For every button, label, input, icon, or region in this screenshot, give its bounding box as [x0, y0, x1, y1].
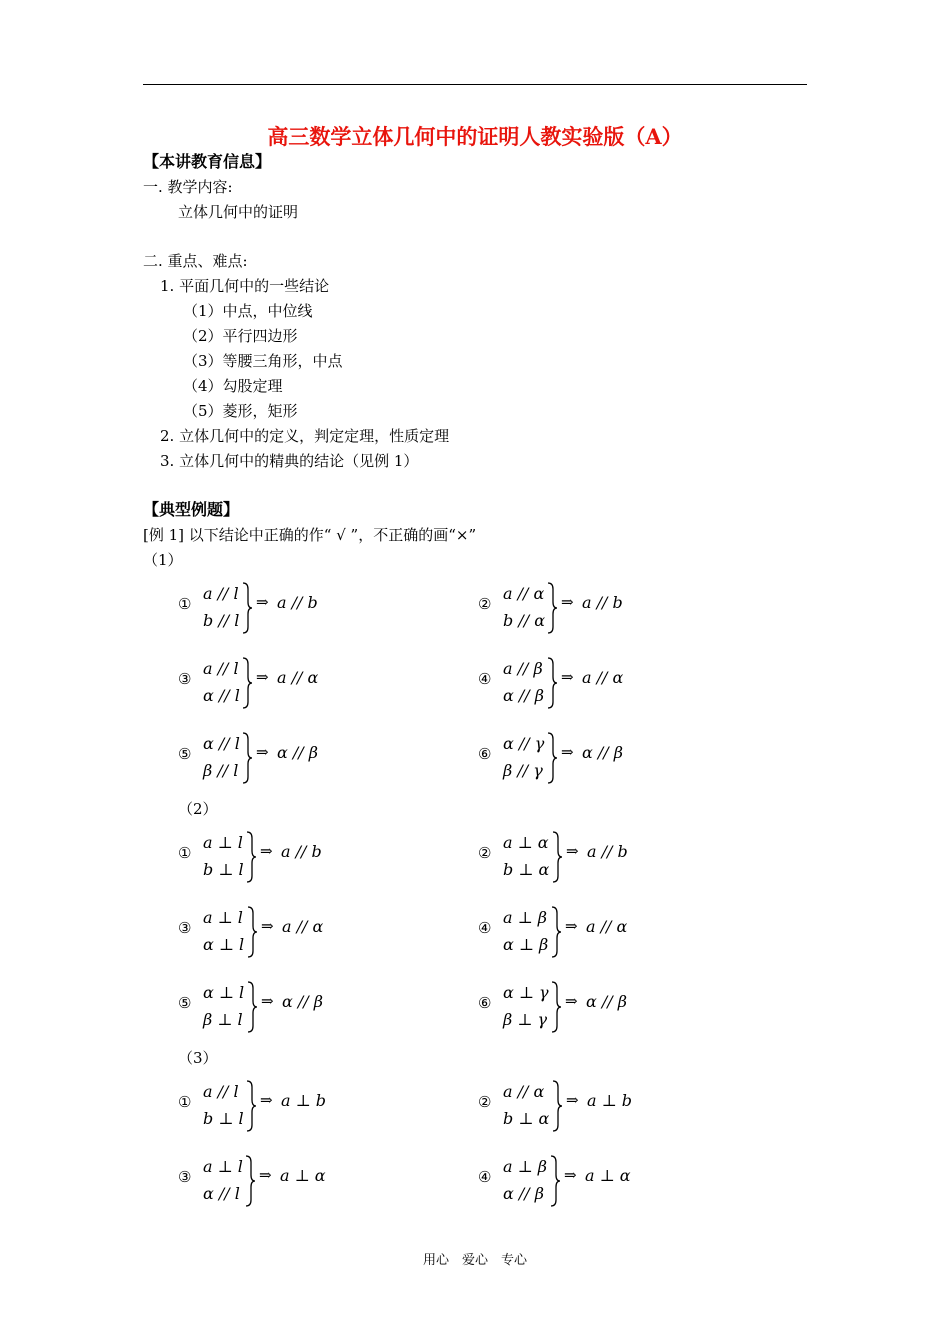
- premise: β // γ: [503, 761, 543, 780]
- right-brace-icon: [550, 905, 562, 963]
- premise: a ⊥ l: [203, 833, 243, 852]
- premise: α // β: [503, 1184, 545, 1203]
- right-brace-icon: [245, 1079, 257, 1137]
- point-item: （1）中点，中位线: [183, 302, 313, 320]
- statement-premises: [203, 655, 263, 709]
- premise: b ⊥ l: [203, 860, 244, 879]
- statement-conclusion: a // b: [277, 593, 318, 612]
- implies-arrow: ⇒: [561, 743, 574, 761]
- statement-item: [478, 829, 658, 883]
- right-brace-icon: [551, 1079, 563, 1137]
- content-label: 一. 教学内容:: [143, 178, 233, 196]
- statement-item: [178, 730, 358, 784]
- right-brace-icon: [550, 980, 562, 1038]
- statement-conclusion: a // α: [582, 668, 624, 687]
- premise: a // β: [503, 659, 543, 678]
- premise: a // l: [203, 659, 239, 678]
- implies-arrow: ⇒: [565, 917, 578, 935]
- group-label: （2）: [178, 800, 218, 818]
- statement-conclusion: α // β: [282, 992, 324, 1011]
- premise: β ⊥ γ: [503, 1010, 548, 1029]
- statement-number: ⑤: [178, 994, 192, 1012]
- statement-item: [178, 1153, 358, 1207]
- point-item: （2）平行四边形: [183, 327, 298, 345]
- statement-number: ④: [478, 1168, 492, 1186]
- group-label: （1）: [143, 551, 183, 569]
- statement-number: ③: [178, 670, 192, 688]
- point-item: 3. 立体几何中的精典的结论（见例 1）: [160, 452, 419, 470]
- implies-arrow: ⇒: [260, 1091, 273, 1109]
- header-rule: [143, 84, 807, 85]
- statement-conclusion: a // α: [277, 668, 319, 687]
- statement-item: [178, 829, 358, 883]
- statement-conclusion: a // α: [282, 917, 324, 936]
- statement-item: [478, 730, 658, 784]
- statement-item: [178, 904, 358, 958]
- statement-conclusion: a ⊥ α: [280, 1166, 326, 1185]
- statement-conclusion: a ⊥ α: [585, 1166, 631, 1185]
- statement-number: ④: [478, 919, 492, 937]
- statement-number: ①: [178, 595, 192, 613]
- statement-conclusion: α // β: [277, 743, 319, 762]
- premise: b // l: [203, 611, 240, 630]
- premise: b ⊥ α: [503, 1109, 550, 1128]
- premise: α // l: [203, 686, 240, 705]
- implies-arrow: ⇒: [561, 593, 574, 611]
- implies-arrow: ⇒: [256, 593, 269, 611]
- implies-arrow: ⇒: [566, 842, 579, 860]
- section-heading-examples: 【典型例题】: [143, 500, 240, 519]
- statement-item: [478, 655, 658, 709]
- right-brace-icon: [549, 1154, 561, 1212]
- section-heading-info: 【本讲教育信息】: [143, 152, 272, 171]
- right-brace-icon: [244, 1154, 256, 1212]
- premise: α // β: [503, 686, 545, 705]
- statement-number: ②: [478, 595, 492, 613]
- statement-premises: [203, 580, 263, 634]
- group-label: （3）: [178, 1049, 218, 1067]
- statement-number: ①: [178, 844, 192, 862]
- premise: a ⊥ α: [503, 833, 549, 852]
- statement-number: ②: [478, 1093, 492, 1111]
- example-intro: [例 1] 以下结论中正确的作“ √ ”，不正确的画“×”: [143, 526, 477, 544]
- statement-item: [178, 655, 358, 709]
- implies-arrow: ⇒: [566, 1091, 579, 1109]
- statement-item: [178, 1078, 358, 1132]
- premise: a // l: [203, 584, 239, 603]
- statement-conclusion: a // α: [586, 917, 628, 936]
- premise: a // l: [203, 1082, 239, 1101]
- point-item: （5）菱形，矩形: [183, 402, 298, 420]
- implies-arrow: ⇒: [261, 917, 274, 935]
- premise: a // α: [503, 1082, 545, 1101]
- statement-item: [478, 979, 658, 1033]
- statement-conclusion: a ⊥ b: [281, 1091, 326, 1110]
- premise: a // α: [503, 584, 545, 603]
- statement-conclusion: a // b: [587, 842, 628, 861]
- implies-arrow: ⇒: [564, 1166, 577, 1184]
- implies-arrow: ⇒: [259, 1166, 272, 1184]
- statement-item: [478, 580, 658, 634]
- point-item: 1. 平面几何中的一些结论: [160, 277, 330, 295]
- statement-conclusion: a // b: [281, 842, 322, 861]
- statement-conclusion: a ⊥ b: [587, 1091, 632, 1110]
- implies-arrow: ⇒: [561, 668, 574, 686]
- statement-item: [478, 904, 658, 958]
- key-points-label: 二. 重点、难点:: [143, 252, 248, 270]
- right-brace-icon: [245, 830, 257, 888]
- premise: a ⊥ β: [503, 1157, 548, 1176]
- implies-arrow: ⇒: [256, 743, 269, 761]
- statement-number: ②: [478, 844, 492, 862]
- page-footer: 用心 爱心 专心: [422, 1253, 527, 1268]
- premise: α // l: [203, 734, 240, 753]
- statement-conclusion: α // β: [582, 743, 624, 762]
- statement-number: ⑥: [478, 745, 492, 763]
- premise: α ⊥ l: [203, 935, 245, 954]
- content-text: 立体几何中的证明: [178, 203, 299, 221]
- right-brace-icon: [241, 731, 253, 789]
- premise: a ⊥ β: [503, 908, 548, 927]
- right-brace-icon: [241, 656, 253, 714]
- premise: α ⊥ l: [203, 983, 245, 1002]
- right-brace-icon: [246, 980, 258, 1038]
- statement-conclusion: a // b: [582, 593, 623, 612]
- premise: b ⊥ α: [503, 860, 550, 879]
- premise: a ⊥ l: [203, 1157, 243, 1176]
- statement-premises: [203, 730, 263, 784]
- right-brace-icon: [551, 830, 563, 888]
- premise: α // γ: [503, 734, 545, 753]
- statement-item: [178, 979, 358, 1033]
- premise: a ⊥ l: [203, 908, 243, 927]
- premise: α ⊥ γ: [503, 983, 549, 1002]
- statement-number: ③: [178, 919, 192, 937]
- implies-arrow: ⇒: [565, 992, 578, 1010]
- statement-number: ①: [178, 1093, 192, 1111]
- statement-item: [478, 1078, 658, 1132]
- premise: b ⊥ l: [203, 1109, 244, 1128]
- implies-arrow: ⇒: [256, 668, 269, 686]
- statement-item: [178, 580, 358, 634]
- premise: β // l: [203, 761, 239, 780]
- right-brace-icon: [246, 905, 258, 963]
- point-item: 2. 立体几何中的定义，判定定理，性质定理: [160, 427, 450, 445]
- statement-number: ⑥: [478, 994, 492, 1012]
- point-item: （4）勾股定理: [183, 377, 283, 395]
- point-item: （3）等腰三角形，中点: [183, 352, 343, 370]
- premise: α ⊥ β: [503, 935, 549, 954]
- right-brace-icon: [241, 581, 253, 639]
- premise: b // α: [503, 611, 545, 630]
- premise: α // l: [203, 1184, 240, 1203]
- implies-arrow: ⇒: [260, 842, 273, 860]
- premise: β ⊥ l: [203, 1010, 243, 1029]
- statement-item: [478, 1153, 658, 1207]
- implies-arrow: ⇒: [261, 992, 274, 1010]
- statement-number: ③: [178, 1168, 192, 1186]
- right-brace-icon: [546, 656, 558, 714]
- right-brace-icon: [546, 731, 558, 789]
- statement-conclusion: α // β: [586, 992, 628, 1011]
- statement-number: ④: [478, 670, 492, 688]
- document-title: 高三数学立体几何中的证明人教实验版（A）: [267, 124, 683, 149]
- statement-number: ⑤: [178, 745, 192, 763]
- right-brace-icon: [546, 581, 558, 639]
